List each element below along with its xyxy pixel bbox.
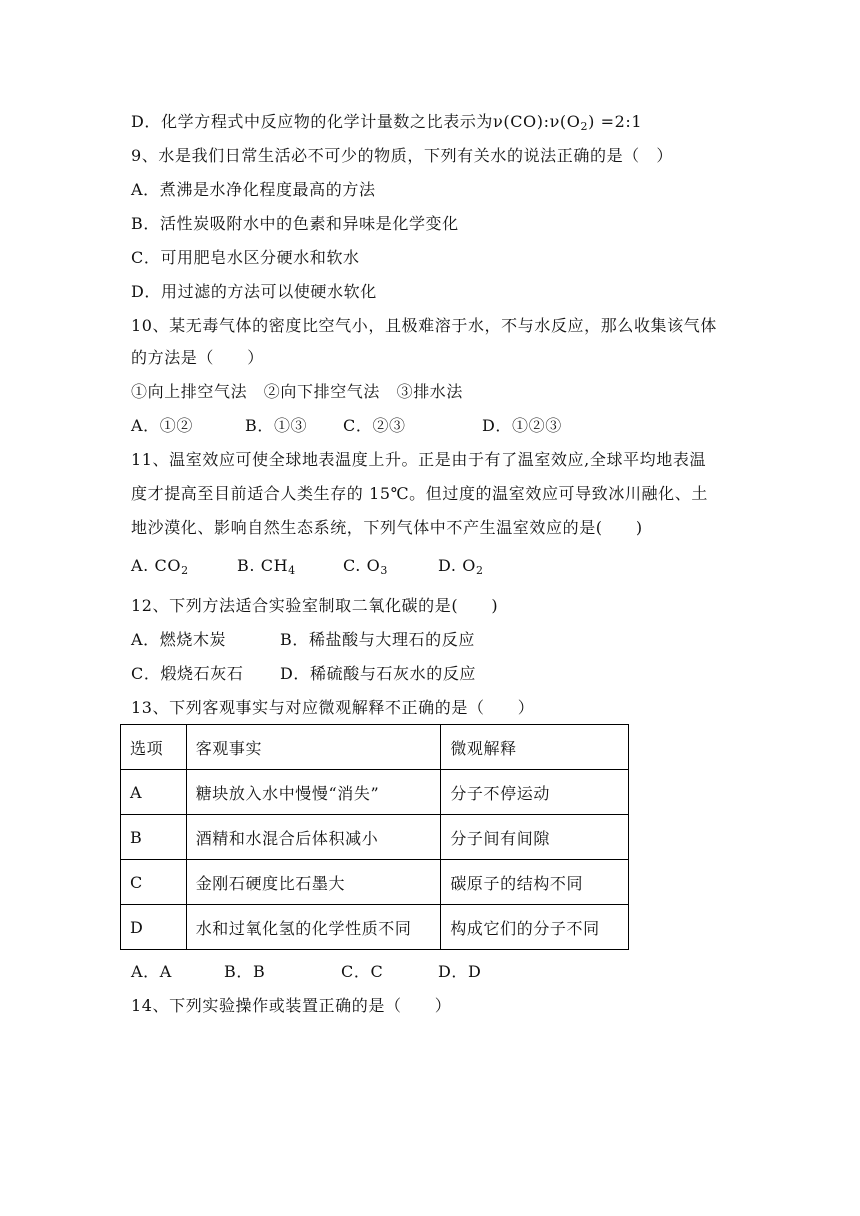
table-cell: C	[121, 860, 187, 905]
q10-methods: ①向上排空气法 ②向下排空气法 ③排水法	[131, 382, 464, 401]
q10-options-row	[131, 416, 611, 436]
q13-stem: 13、下列客观事实与对应微观解释不正确的是（ ）	[131, 698, 535, 717]
q9-option-d: D．用过滤的方法可以使硬水软化	[131, 282, 377, 301]
table-header-cell: 客观事实	[186, 725, 441, 770]
q10-option-a: A．①②	[131, 416, 193, 435]
table-cell: 金刚石硬度比石墨大	[186, 860, 441, 905]
q11-options-row	[131, 556, 551, 580]
table-row	[121, 770, 629, 815]
q13-table	[120, 724, 629, 950]
q9-stem: 9、水是我们日常生活必不可少的物质，下列有关水的说法正确的是（ ）	[131, 146, 673, 165]
q11-stem-line3: 地沙漠化、影响自然生态系统，下列气体中不产生温室效应的是( )	[131, 518, 643, 537]
q11-stem-line1: 11、温室效应可使全球地表温度上升。正是由于有了温室效应,全球平均地表温	[131, 450, 707, 469]
q12-options-row-2	[131, 664, 551, 684]
q12-option-d: D．稀硫酸与石灰水的反应	[280, 664, 477, 683]
table-cell: 构成它们的分子不同	[441, 905, 629, 950]
table-row	[121, 815, 629, 860]
q9-option-b: B．活性炭吸附水中的色素和异味是化学变化	[131, 214, 459, 233]
q10-stem-line2: 的方法是（ ）	[131, 348, 264, 367]
table-row	[121, 860, 629, 905]
q13-option-c: C．C	[341, 962, 384, 981]
q11-option-a: A. $CO_2$	[131, 556, 189, 577]
q12-option-c: C．煅烧石灰石	[131, 664, 244, 683]
q10-stem-line1: 10、某无毒气体的密度比空气小，且极难溶于水，不与水反应，那么收集该气体	[131, 316, 717, 335]
q9-option-c: C．可用肥皂水区分硬水和软水	[131, 248, 360, 267]
table-cell: D	[121, 905, 187, 950]
table-cell: 碳原子的结构不同	[441, 860, 629, 905]
table-row	[121, 905, 629, 950]
q10-option-c: C．②③	[343, 416, 406, 435]
q13-options-row	[131, 962, 551, 982]
table-cell: 分子间有间隙	[441, 815, 629, 860]
q11-option-d: D. $O_2$	[438, 556, 484, 577]
q13-option-a: A．A	[131, 962, 172, 981]
table-header-cell: 选项	[121, 725, 187, 770]
table-header-cell: 微观解释	[441, 725, 629, 770]
q13-option-b: B．B	[224, 962, 266, 981]
q11-option-b: B. $CH_4$	[237, 556, 296, 577]
q12-options-row-1	[131, 630, 551, 650]
table-cell: B	[121, 815, 187, 860]
q12-option-a: A．燃烧木炭	[131, 630, 227, 649]
table-cell: 分子不停运动	[441, 770, 629, 815]
q13-option-d: D．D	[438, 962, 482, 981]
table-cell: A	[121, 770, 187, 815]
q9-option-a: A．煮沸是水净化程度最高的方法	[131, 180, 376, 199]
table-header-row	[121, 725, 629, 770]
table-cell: 水和过氧化氢的化学性质不同	[186, 905, 441, 950]
q10-option-b: B．①③	[245, 416, 308, 435]
q11-option-c: C. $O_3$	[343, 556, 388, 577]
table-cell: 糖块放入水中慢慢“消失”	[186, 770, 441, 815]
q12-option-b: B．稀盐酸与大理石的反应	[280, 630, 475, 649]
table-cell: 酒精和水混合后体积减小	[186, 815, 441, 860]
q11-stem-line2: 度才提高至目前适合人类生存的 15℃。但过度的温室效应可导致冰川融化、土	[131, 484, 708, 503]
q12-stem: 12、下列方法适合实验室制取二氧化碳的是( )	[131, 596, 499, 615]
q10-option-d: D．①②③	[482, 416, 562, 435]
q14-stem: 14、下列实验操作或装置正确的是（ ）	[131, 996, 452, 1015]
q8-option-d: D．化学方程式中反应物的化学计量数之比表示为$\nu(CO):\nu(O_2)$ =2:1	[131, 112, 643, 133]
